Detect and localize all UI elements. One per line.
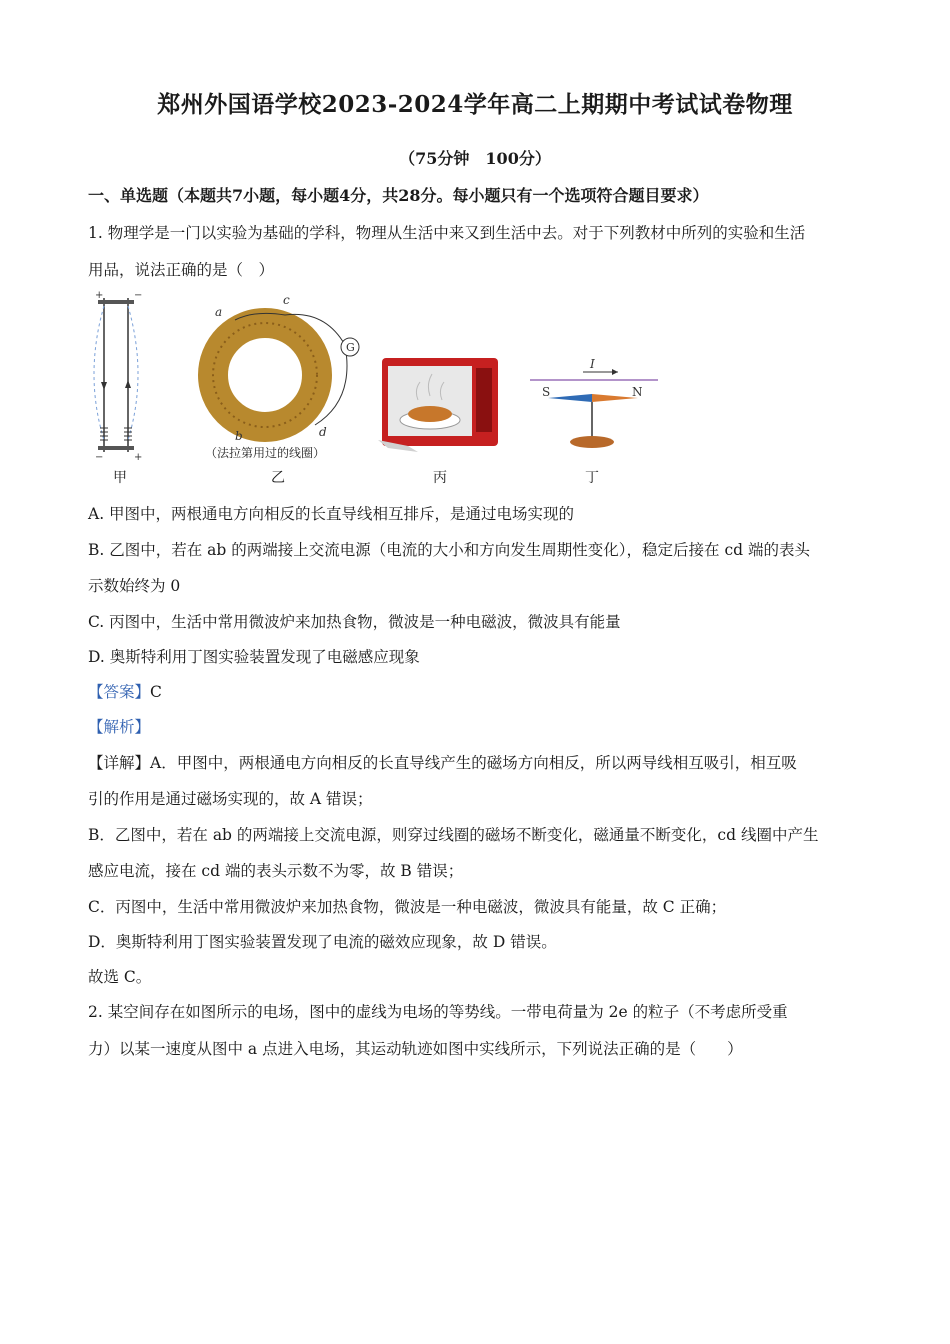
q1-detail-line6: D．奥斯特利用丁图实验装置发现了电流的磁效应现象，故 D 错误。 [88, 933, 557, 951]
coil-note: （法拉第用过的线圈） [205, 446, 326, 460]
q1-detail-line5: C．丙图中，生活中常用微波炉来加热食物，微波是一种电磁波，微波具有能量，故 C 正确； [88, 898, 727, 916]
q1-option-b-line1: B. 乙图中，若在 ab 的两端接上交流电源（电流的大小和方向发生周期性变化），稳定后接在 cd 端的表头 [88, 541, 810, 559]
svg-text:−: − [95, 452, 104, 460]
current-label: I [590, 357, 595, 371]
q1-option-d: D. 奥斯特利用丁图实验装置发现了电磁感应现象 [88, 648, 420, 666]
south-pole-label: S [542, 385, 551, 399]
answer-value: C [150, 683, 162, 701]
caption-bing: 丙 [433, 470, 447, 486]
label-b: b [235, 429, 243, 443]
q1-detail-line4: 感应电流，接在 cd 端的表头示数不为零，故 B 错误； [88, 862, 464, 880]
caption-ding: 丁 [585, 470, 599, 486]
svg-text:+: + [95, 290, 104, 301]
answer-tag: 【答案】 [88, 683, 151, 701]
figure-faraday-coil [195, 290, 370, 460]
q1-stem-line1: 1. 物理学是一门以实验为基础的学科，物理从生活中来又到生活中去。对于下列教材中所列的实验和生活 [88, 224, 806, 242]
page-title: 郑州外国语学校2023-2024学年高二上期期中考试试卷物理 [157, 91, 793, 118]
q2-stem-line1: 2. 某空间存在如图所示的电场，图中的虚线为电场的等势线。一带电荷量为 2e 的粒子（不考虑所受重 [88, 1003, 788, 1021]
q1-stem-line2: 用品，说法正确的是（ ） [88, 261, 275, 279]
figure-parallel-wires [90, 290, 150, 460]
label-c: c [283, 293, 290, 307]
svg-text:−: − [134, 290, 143, 301]
svg-text:+: + [134, 452, 143, 460]
label-a: a [215, 305, 223, 319]
q1-detail-line2: 引的作用是通过磁场实现的，故 A 错误； [88, 790, 373, 808]
exam-duration-score: （75分钟 100分） [399, 149, 551, 168]
q1-option-b-line2: 示数始终为 0 [88, 577, 181, 595]
north-pole-label: N [632, 385, 643, 399]
q2-stem-line2: 力）以某一速度从图中 a 点进入电场，其运动轨迹如图中实线所示，下列说法正确的是（ ） [88, 1040, 743, 1058]
caption-jia: 甲 [113, 470, 127, 486]
section-heading: 一、单选题（本题共7小题，每小题4分，共28分。每小题只有一个选项符合题目要求） [88, 186, 709, 205]
q1-option-a: A. 甲图中，两根通电方向相反的长直导线相互排斥，是通过电场实现的 [88, 505, 575, 523]
figure-oersted-compass [528, 290, 663, 460]
label-d: d [319, 425, 327, 439]
figure-microwave [378, 290, 503, 460]
q1-detail-line1: 【详解】A．甲图中，两根通电方向相反的长直导线产生的磁场方向相反，所以两导线相互吸引，相互吸 [88, 754, 797, 772]
q1-detail-line3: B．乙图中，若在 ab 的两端接上交流电源，则穿过线圈的磁场不断变化，磁通量不断变化，cd 线圈中产生 [88, 826, 819, 844]
q1-option-c: C. 丙图中，生活中常用微波炉来加热食物，微波是一种电磁波，微波具有能量 [88, 613, 621, 631]
galvanometer-label: G [346, 341, 355, 354]
analysis-tag: 【解析】 [88, 718, 151, 736]
caption-yi: 乙 [271, 470, 285, 486]
q1-detail-line7: 故选 C。 [88, 968, 152, 986]
q1-answer [88, 680, 162, 702]
